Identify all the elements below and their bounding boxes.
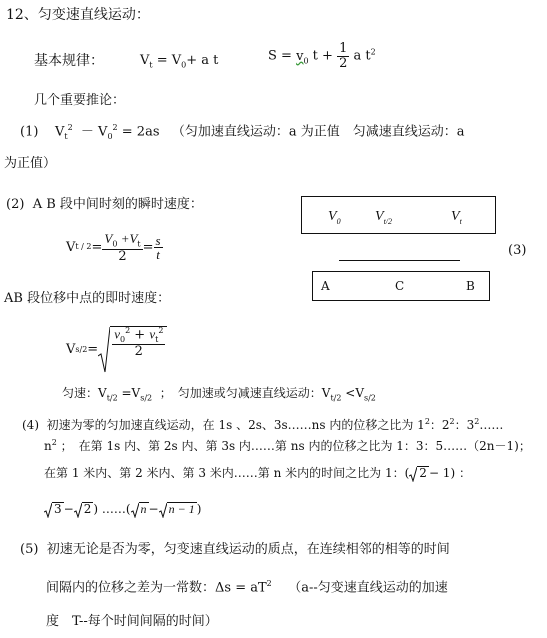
item5-line1: (5) 初速无论是否为零，匀变速直线运动的质点，在连续相邻的相等的时间 [20,542,450,557]
vt2-label: $V_{t/2}$ [375,209,393,226]
sqrt-sign-icon [159,502,167,518]
item4-line2: $n^2$ ； 在第 1s 内、第 2s 内、第 3s 内……第 ns 内的位移之比为 1：3：5……（2n－1)； [44,438,531,453]
point-b-label: B [466,279,475,293]
sqrt-sign-icon [98,326,110,374]
equation-tag-3: (3) [508,243,527,258]
inference-heading: 几个重要推论： [34,93,126,108]
item3-heading: AB 段位移中点的即时速度： [4,291,171,306]
midtime-velocity-formula: V t / 2 = $\frac{V_0 +V_t}{2}$ = $\frac{s}{t}$ [66,231,161,264]
vt-label: $V_t$ [451,209,462,226]
sqrt-sign-icon [74,502,82,518]
one-half-fraction: $\frac{1}{2}$ [339,41,348,71]
sqrt-sign-icon [44,502,52,518]
item5-line2: 间隔内的位移之差为一常数：$\Delta s = aT^2$ （a--匀变速直线运动的加速 [46,579,448,596]
segment-line [339,260,460,261]
velocity-formula: $V_t = V_0+ a$ t [140,53,219,70]
item5-line3: 度 T--每个时间间隔的时间） [46,614,218,629]
sqrt-sign-icon [131,502,139,518]
midpoint-velocity-formula: V s/2 = $\frac{v_0^2 + v_t^2}{2}$ [66,326,167,374]
item2-heading: (2) A B 段中间时刻的瞬时速度： [6,197,203,212]
item4-line4: 3 − 2 ) ……( n − n − 1 ) [44,502,201,518]
basic-laws-label: 基本规律： [34,53,104,69]
sqrt-sign-icon [409,466,417,482]
item4-line1: (4) 初速为零的匀加速直线运动，在 1s 、2s、3s……ns 内的位移之比为 $1^2$：$2^2$：$3^2\dots\dots$ [22,417,504,432]
item1-note-cont: 为正值） [4,156,57,171]
item1-line: (1) $V_t^2 - V_0^2 = 2as$ （匀加速直线运动：a 为正值 匀减速直线运动：a [20,123,465,141]
item4-line3: 在第 1 米内、第 2 米内、第 3 米内……第 n 米内的时间之比为 1：( 2 − 1) ： [44,466,471,481]
section-title: 12、匀变速直线运动： [6,7,150,23]
displacement-formula: $S = v_0$ t + $\frac{1}{2}$ a $t^2$ [268,41,376,71]
point-c-label: C [395,279,405,293]
uniform-comparison: 匀速：$V_{t/2} =V_{s/2}$ ； 匀加速或匀减速直线运动：$V_{t/2} <V_{s/2}$ [62,386,376,403]
point-a-label: A [321,279,330,293]
v0-label: $V_0$ [328,209,341,226]
